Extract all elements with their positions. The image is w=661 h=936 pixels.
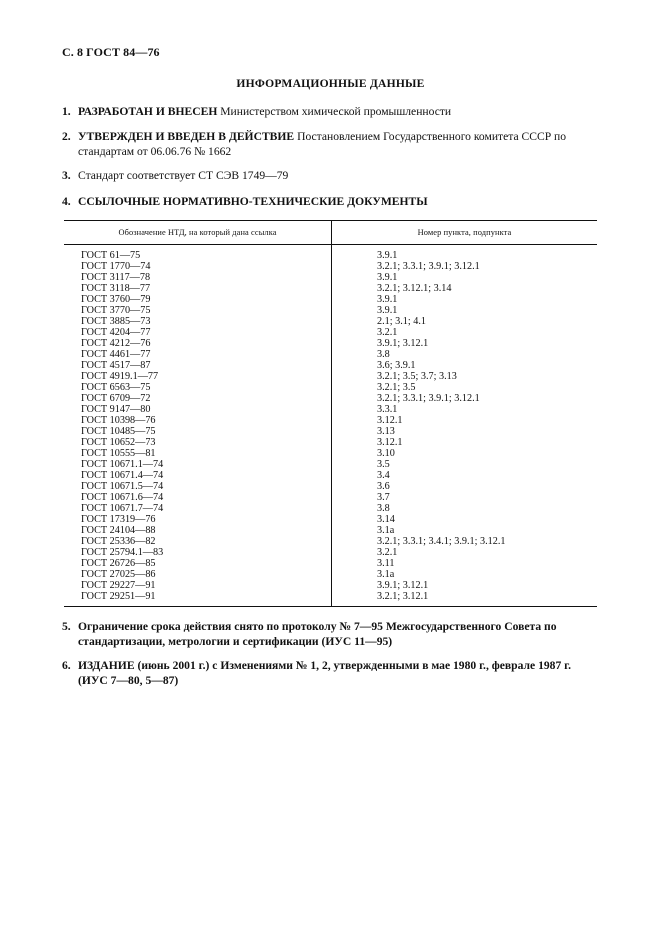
item-text: Постановлением Государственного комитета СССР по стандартам от 06.06.76 № 1662 [78, 130, 567, 158]
cell-item-numbers: 3.2.1 [377, 327, 398, 338]
cell-document: ГОСТ 17319—76 [81, 514, 156, 525]
table-row [64, 547, 597, 558]
cell-document: ГОСТ 10671.6—74 [81, 492, 164, 503]
cell-item-numbers: 3.12.1 [377, 415, 403, 426]
cell-item-numbers: 3.2.1 [377, 547, 398, 558]
cell-item-numbers: 3.10 [377, 448, 395, 459]
table-row [64, 371, 597, 382]
table-row [64, 558, 597, 569]
cell-document: ГОСТ 27025—86 [81, 569, 156, 580]
item-bold-text: УТВЕРЖДЕН И ВВЕДЕН В ДЕЙСТВИЕ [78, 130, 295, 143]
table-row [64, 481, 597, 492]
table-row [64, 569, 597, 580]
item-bold-text: ССЫЛОЧНЫЕ НОРМАТИВНО-ТЕХНИЧЕСКИЕ ДОКУМЕНТЫ [78, 195, 428, 208]
table-row [64, 316, 597, 327]
cell-item-numbers: 3.3.1 [377, 404, 398, 415]
table-row [64, 338, 597, 349]
info-item-4 [62, 194, 600, 209]
cell-document: ГОСТ 10671.4—74 [81, 470, 164, 481]
cell-document: ГОСТ 10671.7—74 [81, 503, 164, 514]
cell-item-numbers: 3.14 [377, 514, 395, 525]
page-header: С. 8 ГОСТ 84—76 [62, 45, 160, 59]
cell-item-numbers: 3.11 [377, 558, 395, 569]
table-row [64, 415, 597, 426]
cell-document: ГОСТ 6709—72 [81, 393, 151, 404]
table-row [64, 536, 597, 547]
cell-item-numbers: 3.2.1; 3.3.1; 3.4.1; 3.9.1; 3.12.1 [377, 536, 506, 547]
cell-document: ГОСТ 3770—75 [81, 305, 151, 316]
cell-document: ГОСТ 1770—74 [81, 261, 151, 272]
item-bold-text: РАЗРАБОТАН И ВНЕСЕН [78, 105, 218, 118]
table-row [64, 591, 597, 602]
cell-document: ГОСТ 4461—77 [81, 349, 151, 360]
item-bold-text: ИЗДАНИЕ [78, 659, 135, 672]
table-row [64, 470, 597, 481]
section-title: ИНФОРМАЦИОННЫЕ ДАННЫЕ [236, 77, 425, 90]
table-row [64, 360, 597, 371]
table-row [64, 525, 597, 536]
table-body [64, 250, 597, 602]
table-row [64, 272, 597, 283]
cell-document: ГОСТ 4204—77 [81, 327, 151, 338]
info-item-3 [62, 168, 600, 183]
cell-item-numbers: 3.13 [377, 426, 395, 437]
table-row [64, 305, 597, 316]
cell-item-numbers: 3.7 [377, 492, 390, 503]
cell-document: ГОСТ 4919.1—77 [81, 371, 159, 382]
table-row [64, 580, 597, 591]
cell-item-numbers: 3.1а [377, 525, 395, 536]
cell-document: ГОСТ 10555—81 [81, 448, 156, 459]
info-item-6 [62, 658, 600, 688]
table-row [64, 492, 597, 503]
table-row [64, 327, 597, 338]
table-row [64, 349, 597, 360]
table-row [64, 294, 597, 305]
cell-document: ГОСТ 4212—76 [81, 338, 151, 349]
table-row [64, 393, 597, 404]
table-row [64, 382, 597, 393]
item-number: 4. [62, 195, 71, 208]
cell-document: ГОСТ 6563—75 [81, 382, 151, 393]
cell-document: ГОСТ 25794.1—83 [81, 547, 164, 558]
cell-document: ГОСТ 29251—91 [81, 591, 156, 602]
cell-item-numbers: 3.9.1 [377, 305, 398, 316]
table-row [64, 503, 597, 514]
cell-item-numbers: 3.9.1; 3.12.1 [377, 580, 429, 591]
cell-item-numbers: 3.2.1; 3.3.1; 3.9.1; 3.12.1 [377, 393, 480, 404]
table-row [64, 404, 597, 415]
header-item-number: Номер пункта, подпункта [417, 228, 512, 237]
item-number: 1. [62, 105, 71, 118]
table-row [64, 459, 597, 470]
cell-item-numbers: 3.2.1; 3.3.1; 3.9.1; 3.12.1 [377, 261, 480, 272]
cell-document: ГОСТ 10652—73 [81, 437, 156, 448]
item-text: Стандарт соответствует СТ СЭВ 1749—79 [78, 169, 289, 182]
cell-item-numbers: 3.12.1 [377, 437, 403, 448]
cell-document: ГОСТ 26726—85 [81, 558, 156, 569]
cell-item-numbers: 3.8 [377, 349, 390, 360]
cell-document: ГОСТ 10485—75 [81, 426, 156, 437]
cell-document: ГОСТ 25336—82 [81, 536, 156, 547]
info-item-1 [62, 104, 600, 119]
cell-item-numbers: 3.6 [377, 481, 390, 492]
cell-item-numbers: 3.9.1 [377, 272, 398, 283]
cell-item-numbers: 3.9.1 [377, 294, 398, 305]
cell-document: ГОСТ 10671.1—74 [81, 459, 164, 470]
item-text: Министерством химической промышленности [217, 105, 452, 118]
cell-document: ГОСТ 61—75 [81, 250, 141, 261]
cell-item-numbers: 3.6; 3.9.1 [377, 360, 416, 371]
cell-item-numbers: 3.9.1; 3.12.1 [377, 338, 429, 349]
item-number: 2. [62, 130, 71, 143]
info-item-2 [62, 129, 600, 159]
cell-document: ГОСТ 10398—76 [81, 415, 156, 426]
cell-item-numbers: 3.2.1; 3.12.1; 3.14 [377, 283, 452, 294]
cell-document: ГОСТ 4517—87 [81, 360, 151, 371]
cell-document: ГОСТ 24104—88 [81, 525, 156, 536]
cell-item-numbers: 3.5 [377, 459, 390, 470]
table-row [64, 261, 597, 272]
table-row [64, 448, 597, 459]
header-document-designation: Обозначение НТД, на который дана ссылка [118, 228, 277, 237]
cell-item-numbers: 2.1; 3.1; 4.1 [377, 316, 426, 327]
item-number: 6. [62, 659, 71, 672]
cell-item-numbers: 3.2.1; 3.5 [377, 382, 416, 393]
table-row [64, 437, 597, 448]
cell-document: ГОСТ 3118—77 [81, 283, 151, 294]
item-text: (июнь 2001 г.) с Изменениями № 1, 2, утвержденными в мае 1980 г., феврале 1987 г. (ИУС 7—80, 5—87) [78, 659, 572, 687]
item-number: 5. [62, 620, 71, 633]
cell-document: ГОСТ 3760—79 [81, 294, 151, 305]
cell-document: ГОСТ 10671.5—74 [81, 481, 164, 492]
cell-item-numbers: 3.9.1 [377, 250, 398, 261]
item-text: Ограничение срока действия снято по протоколу № 7—95 Межгосударственного Совета по стандартизации, метрологии и сертификации (ИУС 11—95) [78, 620, 557, 648]
cell-item-numbers: 3.8 [377, 503, 390, 514]
table-row [64, 426, 597, 437]
cell-document: ГОСТ 3885—73 [81, 316, 151, 327]
cell-item-numbers: 3.2.1; 3.12.1 [377, 591, 429, 602]
cell-item-numbers: 3.1а [377, 569, 395, 580]
table-row [64, 283, 597, 294]
table-row [64, 250, 597, 261]
cell-document: ГОСТ 29227—91 [81, 580, 156, 591]
cell-document: ГОСТ 9147—80 [81, 404, 151, 415]
cell-item-numbers: 3.2.1; 3.5; 3.7; 3.13 [377, 371, 457, 382]
info-item-5 [62, 619, 600, 649]
item-number: 3. [62, 169, 71, 182]
table-row [64, 514, 597, 525]
cell-document: ГОСТ 3117—78 [81, 272, 151, 283]
cell-item-numbers: 3.4 [377, 470, 390, 481]
